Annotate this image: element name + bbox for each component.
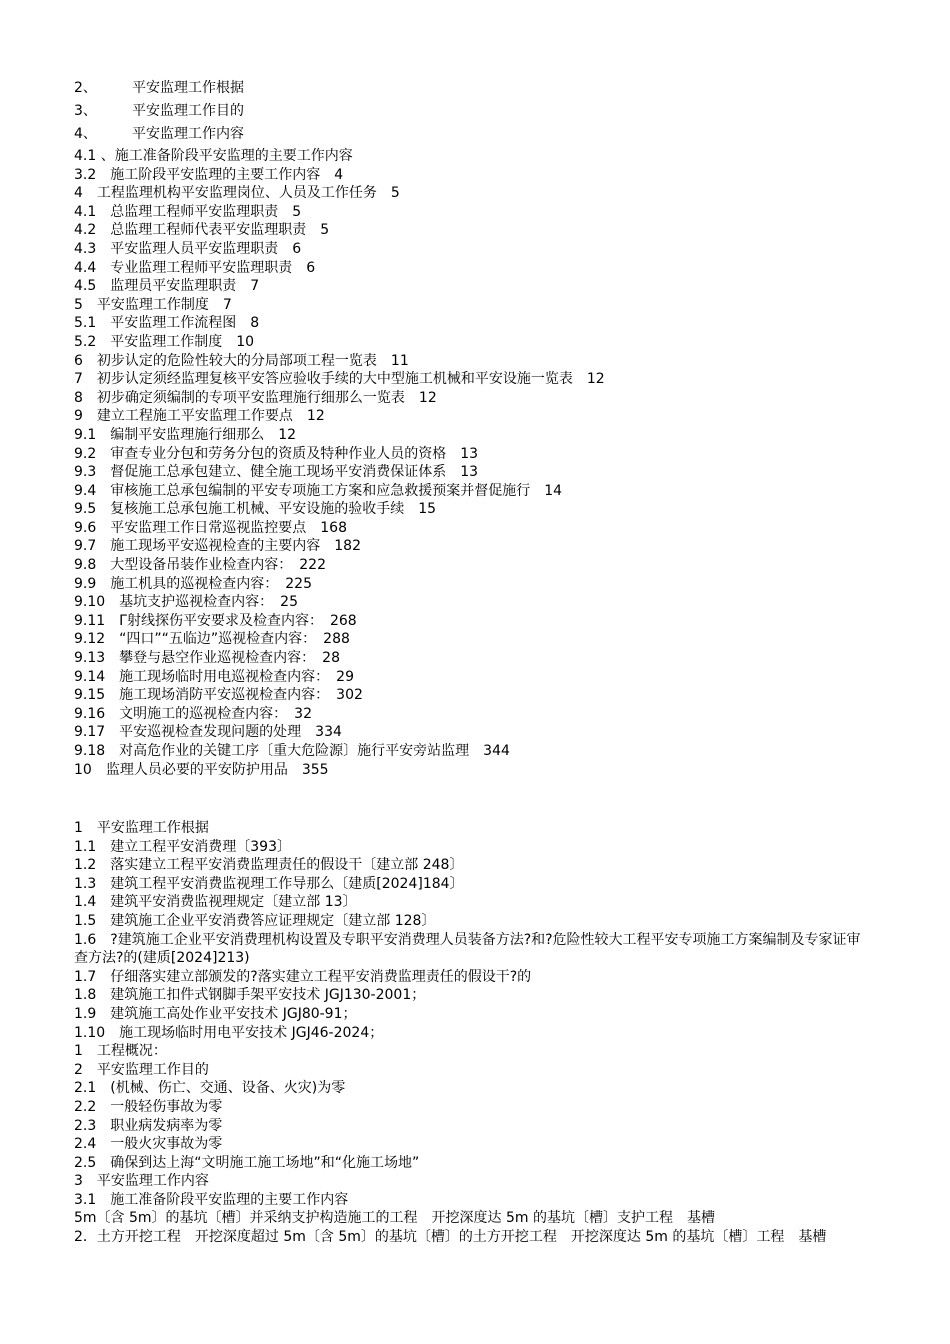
toc-line: 9.9 施工机具的巡视检查内容： 225: [74, 575, 312, 592]
toc-heading-4: [74, 124, 244, 144]
body-line: 1.7 仔细落实建立部颁发的?落实建立工程平安消费监理责任的假设干?的: [74, 968, 532, 985]
toc-line: 9.11 Γ射线探伤平安要求及检查内容： 268: [74, 612, 357, 629]
body-line: 3.1 施工准备阶段平安监理的主要工作内容: [74, 1191, 349, 1208]
body-line: 1.3 建筑工程平安消费监视理工作导那么〔建质[2024]184〕: [74, 875, 464, 892]
toc-line: 9.10 基坑支护巡视检查内容： 25: [74, 594, 298, 611]
toc-line: 9 建立工程施工平安监理工作要点 12: [74, 408, 325, 425]
toc-heading-number: 2、: [74, 80, 97, 96]
body-line: 2.2 一般轻伤事故为零: [74, 1098, 223, 1115]
body-line: 2 平安监理工作目的: [74, 1061, 209, 1078]
toc-line: 9.2 审查专业分包和劳务分包的资质及特种作业人员的资格 13: [74, 445, 479, 462]
toc-line: 9.15 施工现场消防平安巡视检查内容： 302: [74, 687, 363, 704]
body-line: 1 工程概况：: [74, 1043, 167, 1060]
toc-line: 9.18 对高危作业的关键工序〔重大危险源〕施行平安旁站监理 344: [74, 743, 510, 759]
toc-line: 9.17 平安巡视检查发现问题的处理 334: [74, 724, 342, 741]
toc-heading-number: 4、: [74, 126, 97, 142]
document-body: [74, 819, 874, 1247]
toc-heading-number: 3、: [74, 103, 97, 119]
body-line: 1 平安监理工作根据: [74, 820, 209, 836]
toc-line: 5 平安监理工作制度 7: [74, 296, 232, 313]
toc-line: 9.6 平安监理工作日常巡视监控要点 168: [74, 519, 347, 536]
toc-line: 9.16 文明施工的巡视检查内容： 32: [74, 705, 312, 722]
toc-line: 3.2 施工阶段平安监理的主要工作内容 4: [74, 166, 344, 183]
toc-line: 6 初步认定的危险性较大的分局部项工程一览表 11: [74, 352, 409, 369]
toc-line: 4 工程监理机构平安监理岗位、人员及工作任务 5: [74, 185, 400, 202]
toc-heading-text: 平安监理工作目的: [132, 103, 244, 119]
toc-line: 10 监理人员必要的平安防护用品 355: [74, 761, 329, 778]
toc-line: 4.3 平安监理人员平安监理职责 6: [74, 240, 302, 257]
body-line: 5m〔含 5m〕的基坑〔槽〕并采纳支护构造施工的工程 开挖深度达 5m 的基坑〔槽〕支护工程 基槽: [74, 1210, 715, 1227]
toc-line: 9.4 审核施工总承包编制的平安专项施工方案和应急救援预案并督促施行 14: [74, 482, 563, 499]
toc-heading-2: [74, 78, 244, 98]
toc-line: 9.1 编制平安监理施行细那么 12: [74, 426, 297, 443]
toc-line: 9.12 “四口”“五临边”巡视检查内容： 288: [74, 631, 350, 648]
body-line: 2.1 (机械、伤亡、交通、设备、火灾)为零: [74, 1080, 346, 1097]
toc-heading-text: 平安监理工作内容: [132, 126, 244, 142]
toc-line: 4.5 监理员平安监理职责 7: [74, 278, 260, 295]
body-line: 2.5 确保到达上海“文明施工施工场地”和“化施工场地”: [74, 1154, 420, 1171]
toc-line: 9.13 攀登与悬空作业巡视检查内容： 28: [74, 650, 340, 667]
toc-line: 4.1 、施工准备阶段平安监理的主要工作内容: [74, 148, 353, 164]
toc-line: 4.1 总监理工程师平安监理职责 5: [74, 203, 302, 220]
body-line: 1.8 建筑施工扣件式钢脚手架平安技术 JGJ130-2001；: [74, 987, 426, 1004]
body-line: 1.2 落实建立工程平安消费监理责任的假设干〔建立部 248〕: [74, 857, 464, 874]
body-line: 2．土方开挖工程 开挖深度超过 5m〔含 5m〕的基坑〔槽〕的土方开挖工程 开挖深度达 5m 的基坑〔槽〕工程 基槽: [74, 1229, 827, 1246]
toc-line: 4.2 总监理工程师代表平安监理职责 5: [74, 222, 330, 239]
table-of-contents: [74, 147, 605, 779]
toc-line: 5.2 平安监理工作制度 10: [74, 333, 255, 350]
toc-line: 7 初步认定须经监理复核平安答应验收手续的大中型施工机械和平安设施一览表 12: [74, 371, 605, 388]
body-line: 2.3 职业病发病率为零: [74, 1117, 223, 1134]
toc-heading-text: 平安监理工作根据: [132, 80, 244, 96]
body-line: 1.10 施工现场临时用电平安技术 JGJ46-2024；: [74, 1024, 384, 1041]
body-line: 1.5 建筑施工企业平安消费答应证理规定〔建立部 128〕: [74, 912, 436, 929]
toc-heading-3: [74, 101, 244, 121]
body-line: 1.4 建筑平安消费监视理规定〔建立部 13〕: [74, 894, 357, 911]
toc-line: 9.14 施工现场临时用电巡视检查内容： 29: [74, 668, 354, 685]
toc-line: 9.7 施工现场平安巡视检查的主要内容 182: [74, 538, 361, 555]
toc-line: 8 初步确定须编制的专项平安监理施行细那么一览表 12: [74, 389, 437, 406]
body-line: 1.9 建筑施工高处作业平安技术 JGJ80-91；: [74, 1005, 357, 1022]
toc-line: 5.1 平安监理工作流程图 8: [74, 315, 260, 332]
body-line: 1.6 ?建筑施工企业平安消费理机构设置及专职平安消费理人员装备方法?和?危险性较大工程平安专项施工方案编制及专家证审查方法?的(建质[2024]213): [74, 931, 861, 967]
toc-line: 9.5 复核施工总承包施工机械、平安设施的验收手续 15: [74, 501, 437, 518]
body-line: 1.1 建立工程平安消费理〔393〕: [74, 838, 291, 855]
toc-line: 4.4 专业监理工程师平安监理职责 6: [74, 259, 316, 276]
body-line: 3 平安监理工作内容: [74, 1173, 209, 1190]
toc-line: 9.3 督促施工总承包建立、健全施工现场平安消费保证体系 13: [74, 464, 479, 481]
body-line: 2.4 一般火灾事故为零: [74, 1136, 223, 1153]
toc-line: 9.8 大型设备吊装作业检查内容： 222: [74, 557, 326, 574]
